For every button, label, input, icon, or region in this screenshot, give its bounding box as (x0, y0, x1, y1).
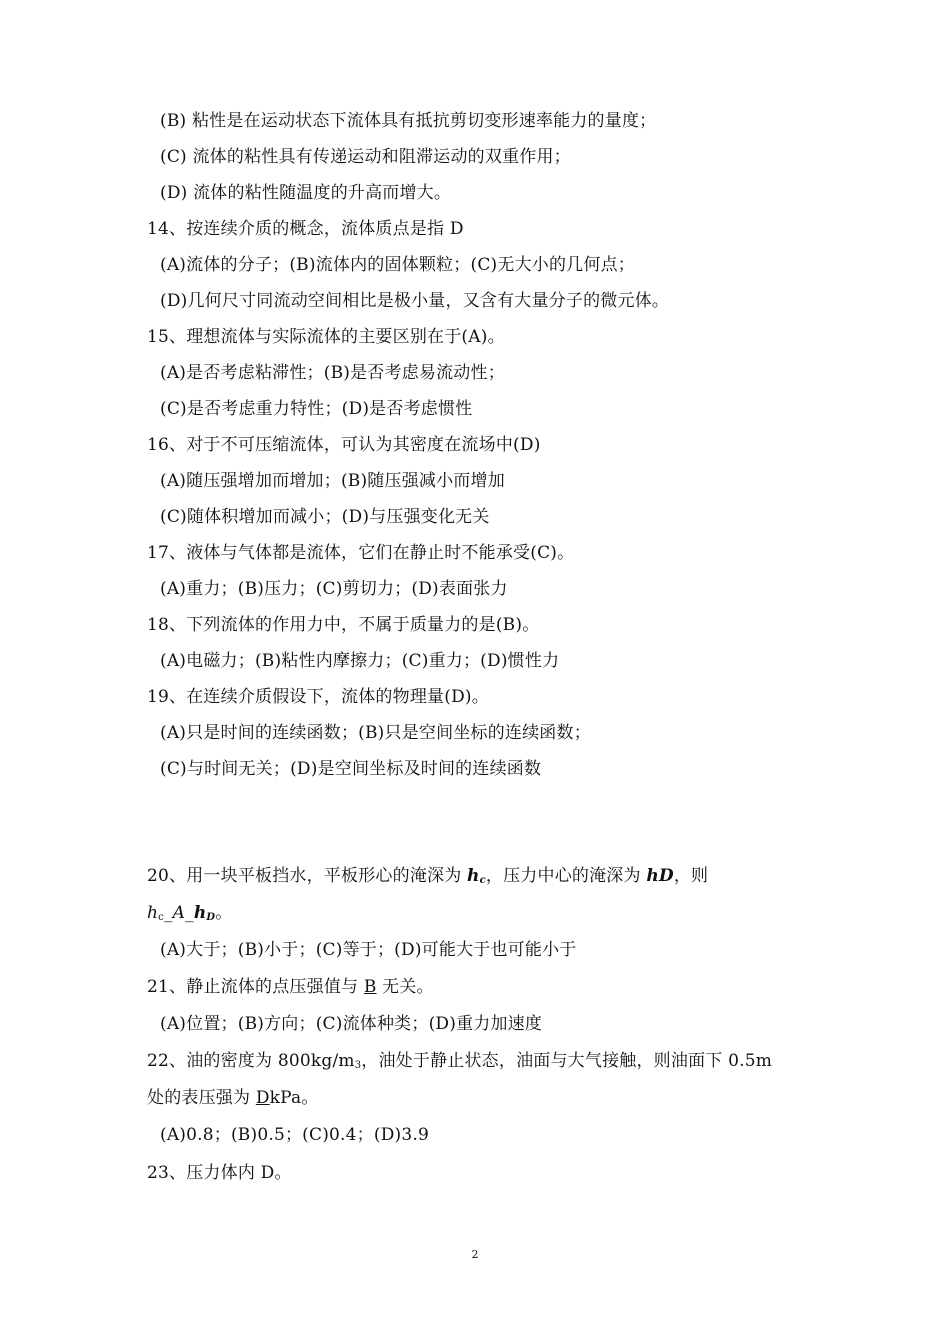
option-line: (D)几何尺寸同流动空间相比是极小量，又含有大量分子的微元体。 (160, 291, 670, 311)
option-line: (B) 粘性是在运动状态下流体具有抵抗剪切变形速率能力的量度； (160, 111, 657, 131)
option-line: (A)大于；(B)小于；(C)等于；(D)可能大于也可能小于 (160, 940, 577, 960)
option-line: (A)重力；(B)压力；(C)剪切力；(D)表面张力 (160, 579, 508, 599)
question-17: 17、液体与气体都是流体，它们在静止时不能承受(C)。 (147, 543, 575, 563)
page-number: 2 (471, 1248, 479, 1261)
question-22: 22、油的密度为 800kg/m3，油处于静止状态，油面与大气接触，则油面下 0.5m (147, 1051, 773, 1071)
option-line: (C) 流体的粘性具有传递运动和阻滞运动的双重作用； (160, 147, 571, 167)
question-18: 18、下列流体的作用力中，不属于质量力的是(B)。 (147, 615, 540, 635)
question-21: 21、静止流体的点压强值与 B 无关。 (147, 977, 434, 997)
option-line: (A)流体的分子；(B)流体内的固体颗粒；(C)无大小的几何点； (160, 255, 635, 275)
option-line: (C)随体积增加而减小；(D)与压强变化无关 (160, 507, 490, 527)
option-line: (A)0.8；(B)0.5；(C)0.4；(D)3.9 (160, 1125, 430, 1145)
option-line: (A)位置；(B)方向；(C)流体种类；(D)重力加速度 (160, 1014, 543, 1034)
question-22-continuation: 处的表压强为 DkPa。 (147, 1088, 319, 1108)
math-hc: $h_c$ (467, 866, 486, 886)
question-14: 14、按连续介质的概念，流体质点是指 D (147, 219, 464, 239)
question-16: 16、对于不可压缩流体，可认为其密度在流场中(D) (147, 435, 541, 455)
answer-mark: D (255, 1088, 270, 1108)
question-23: 23、压力体内 D。 (147, 1163, 292, 1183)
option-line: (C)与时间无关；(D)是空间坐标及时间的连续函数 (160, 759, 542, 779)
question-15: 15、理想流体与实际流体的主要区别在于(A)。 (147, 327, 505, 347)
option-line: (A)随压强增加而增加；(B)随压强减小而增加 (160, 471, 505, 491)
math-hd: hD (646, 866, 674, 886)
option-line: (C)是否考虑重力特性；(D)是否考虑惯性 (160, 399, 473, 419)
option-line: (A)是否考虑粘滞性；(B)是否考虑易流动性； (160, 363, 505, 383)
option-line: (A)只是时间的连续函数；(B)只是空间坐标的连续函数； (160, 723, 591, 743)
option-line: (A)电磁力；(B)粘性内摩擦力；(C)重力；(D)惯性力 (160, 651, 560, 671)
question-20-continuation: $h_c\_A\_h_D$。 (147, 903, 233, 923)
answer-mark: B (363, 977, 377, 997)
question-19: 19、在连续介质假设下，流体的物理量(D)。 (147, 687, 489, 707)
option-line: (D) 流体的粘性随温度的升高而增大。 (160, 183, 452, 203)
question-20: 20、用一块平板挡水，平板形心的淹深为 $h_c$，压力中心的淹深为 hD，则 (147, 866, 709, 886)
